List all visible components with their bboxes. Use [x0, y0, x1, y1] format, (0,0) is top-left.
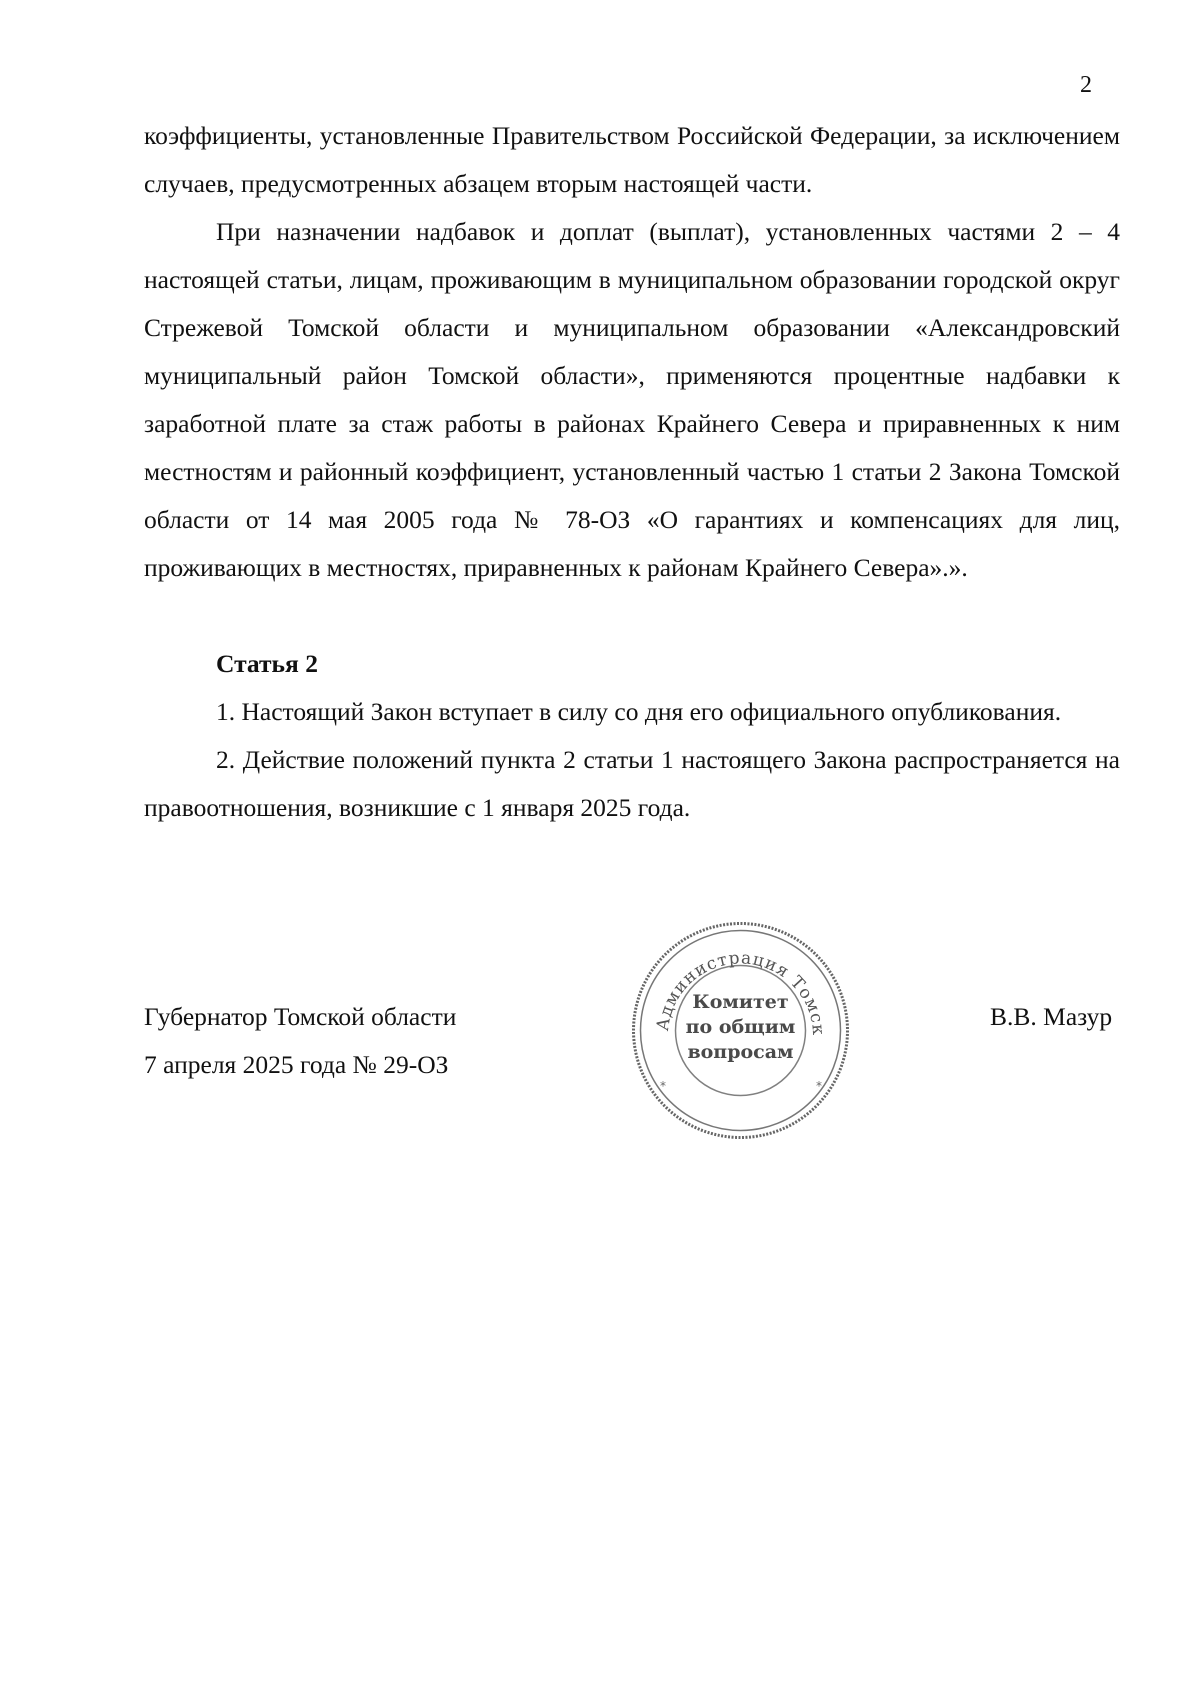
document-body — [144, 112, 1120, 832]
signatory-name: В.В. Мазур — [990, 1002, 1113, 1031]
signatory-position: Губернатор Томской области — [144, 1002, 457, 1031]
article-heading: Статья 2 — [216, 649, 318, 678]
seal-center-line-3: вопросам — [687, 1041, 794, 1063]
article-item-1: 1. Настоящий Закон вступает в силу со дня его официального опубликования. — [216, 697, 1062, 726]
seal-ring-text: Администрация Томск — [652, 948, 829, 1037]
seal-center-line-1: Комитет — [692, 991, 789, 1013]
official-seal — [628, 918, 853, 1143]
seal-star-left: * — [660, 1079, 666, 1093]
article-item-2: 2. Действие положений пункта 2 статьи 1 настоящего Закона распространяется на правоотношения, возникшие с 1 января 2025 года. — [144, 745, 1120, 822]
seal-star-right: * — [816, 1079, 822, 1093]
paragraph-continuation: коэффициенты, установленные Правительством Российской Федерации, за исключением случаев, предусмотренных абзацем вторым настоящей части. — [144, 121, 1120, 198]
seal-center-line-2: по общим — [685, 1016, 796, 1038]
law-date-number: 7 апреля 2025 года № 29-ОЗ — [144, 1050, 449, 1079]
seal-center-text — [628, 990, 853, 1065]
signature-block-left — [144, 993, 456, 1089]
paragraph-allowances: При назначении надбавок и доплат (выплат), установленных частями 2 – 4 настоящей статьи, лицам, проживающим в муниципальном образовании городской округ Стрежевой Томской области и муниципальном образовании «Александровский муниципальный район Томской области», применяются процентные надбавки к заработной плате за стаж работы в районах Крайнего Севера и приравненных к ним местностям и районный коэффициент, установленный частью 1 статьи 2 Закона Томской области от 14 мая 2005 года № 78-ОЗ «О гарантиях и компенсациях для лиц, проживающих в местностях, приравненных к районам Крайнего Севера».». — [144, 217, 1120, 582]
page-number: 2 — [1080, 72, 1092, 98]
